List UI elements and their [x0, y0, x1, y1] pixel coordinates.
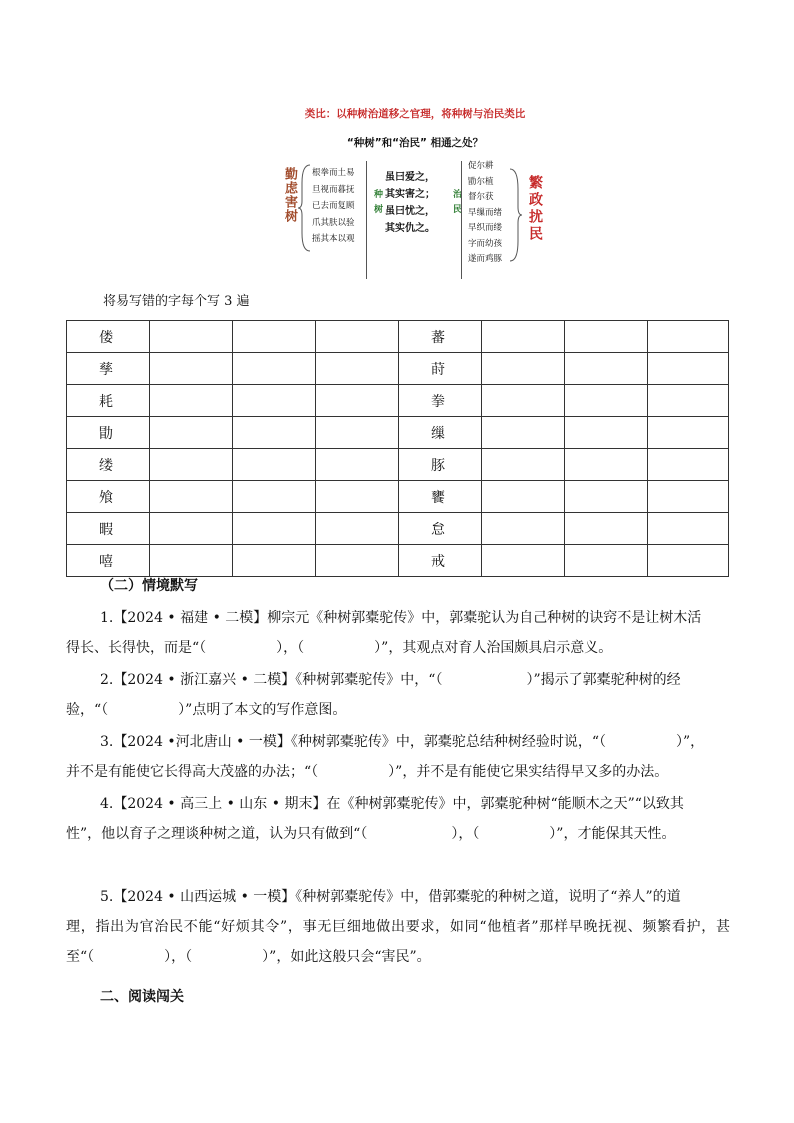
writing-cell[interactable] — [482, 545, 565, 577]
analogy-diagram — [270, 103, 560, 278]
table-row — [67, 417, 729, 449]
list-item: 勖尔植 — [468, 176, 494, 187]
writing-cell[interactable] — [150, 449, 233, 481]
writing-cell[interactable] — [648, 481, 729, 513]
writing-cell[interactable] — [150, 353, 233, 385]
writing-cell[interactable] — [565, 545, 648, 577]
writing-cell[interactable] — [648, 545, 729, 577]
writing-cell[interactable] — [150, 481, 233, 513]
right-list — [468, 159, 502, 268]
table-row — [67, 353, 729, 385]
writing-cell[interactable] — [316, 321, 399, 353]
question-line: 4.【2024 • 高三上 • 山东 • 期末】在《种树郭橐驼传》中，郭橐驼种树“能顺木之天”“以致其 — [100, 796, 684, 812]
writing-cell[interactable] — [648, 513, 729, 545]
writing-cell[interactable] — [316, 481, 399, 513]
right-label: 繁政扰民 — [527, 175, 543, 243]
character-cell: 拳 — [399, 385, 482, 417]
writing-cell[interactable] — [565, 417, 648, 449]
question-3 — [66, 727, 730, 787]
writing-cell[interactable] — [565, 321, 648, 353]
list-item: 其实害之； — [385, 189, 435, 200]
writing-cell[interactable] — [482, 321, 565, 353]
list-item: 促尔耕 — [468, 161, 494, 171]
writing-cell[interactable] — [233, 545, 316, 577]
writing-cell[interactable] — [648, 353, 729, 385]
table-row — [67, 513, 729, 545]
list-item: 早缫而绪 — [468, 207, 503, 218]
left-brace — [298, 163, 312, 253]
list-item: 爪其肤以验 — [312, 217, 355, 228]
writing-cell[interactable] — [482, 353, 565, 385]
table-row — [67, 321, 729, 353]
character-cell: 豚 — [399, 449, 482, 481]
list-item: 早织而缕 — [468, 223, 503, 233]
question-1 — [66, 603, 730, 663]
writing-cell[interactable] — [233, 513, 316, 545]
question-4 — [66, 789, 730, 849]
list-item: 字而幼孩 — [468, 238, 503, 249]
writing-cell[interactable] — [316, 385, 399, 417]
table-row — [67, 481, 729, 513]
writing-cell[interactable] — [482, 481, 565, 513]
writing-cell[interactable] — [648, 449, 729, 481]
writing-cell[interactable] — [233, 417, 316, 449]
list-item: 虽曰爱之， — [385, 172, 435, 183]
writing-cell[interactable] — [565, 353, 648, 385]
character-cell: 耗 — [67, 385, 150, 417]
writing-cell[interactable] — [648, 385, 729, 417]
writing-cell[interactable] — [150, 545, 233, 577]
writing-cell[interactable] — [233, 385, 316, 417]
character-cell: 怠 — [399, 513, 482, 545]
character-cell: 缫 — [399, 417, 482, 449]
question-line: 得长、长得快，而是“（ ），（ ）”，其观点对育人治国颇具启示意义。 — [66, 640, 613, 656]
question-2 — [66, 665, 730, 725]
writing-cell[interactable] — [482, 513, 565, 545]
question-line: 并不是有能使它长得高大茂盛的办法；“（ ）”，并不是有能使它果实结得早又多的办法。 — [66, 764, 669, 780]
writing-cell[interactable] — [565, 449, 648, 481]
character-cell: 饔 — [399, 481, 482, 513]
table-row — [67, 449, 729, 481]
writing-cell[interactable] — [482, 385, 565, 417]
left-label: 勤虑害树 — [282, 167, 297, 223]
writing-cell[interactable] — [648, 417, 729, 449]
mid-list — [385, 169, 435, 237]
character-cell: 飧 — [67, 481, 150, 513]
character-cell: 莳 — [399, 353, 482, 385]
character-cell: 嘻 — [67, 545, 150, 577]
list-item: 虽曰忧之， — [385, 206, 435, 217]
writing-cell[interactable] — [316, 449, 399, 481]
writing-cell[interactable] — [233, 321, 316, 353]
practice-caption: 将易写错的字每个写 3 遍 — [103, 294, 250, 309]
divider — [366, 161, 367, 279]
question-line: 2.【2024 • 浙江嘉兴 • 二模】《种树郭橐驼传》中，“（ ）”揭示了郭橐驼种树的经 — [100, 672, 681, 688]
list-item: 督尔获 — [468, 192, 494, 202]
question-line: 1.【2024 • 福建 • 二模】柳宗元《种树郭橐驼传》中，郭橐驼认为自己种树的诀窍不是让树木活 — [100, 610, 702, 626]
section-title: （二）情境默写 — [100, 578, 198, 594]
diagram-title: 类比：以种树治道移之官理，将种树与治民类比 — [304, 108, 526, 120]
character-cell: 暇 — [67, 513, 150, 545]
character-cell: 孳 — [67, 353, 150, 385]
writing-cell[interactable] — [316, 417, 399, 449]
writing-cell[interactable] — [150, 417, 233, 449]
question-line: 理，指出为官治民不能“好烦其令”，事无巨细地做出要求，如同“他植者”那样早晚抚视、频繁看护，甚至“（ ），（ ）”，如此这般只会“害民”。 — [66, 919, 730, 965]
list-item: 根拳而土易 — [312, 168, 355, 178]
list-item: 其实仇之。 — [385, 223, 435, 234]
question-line: 验，“（ ）”点明了本文的写作意图。 — [66, 702, 347, 718]
writing-cell[interactable] — [482, 417, 565, 449]
writing-cell[interactable] — [150, 385, 233, 417]
question-5 — [66, 882, 730, 972]
writing-cell[interactable] — [233, 481, 316, 513]
character-cell: 缕 — [67, 449, 150, 481]
question-line: 性”，他以育子之理谈种树之道，认为只有做到“（ ），（ ）”，才能保其天性。 — [66, 826, 676, 842]
writing-cell[interactable] — [316, 545, 399, 577]
table-row — [67, 385, 729, 417]
character-practice-table — [66, 320, 729, 577]
question-line: 3.【2024 •河北唐山 • 一模】《种树郭橐驼传》中，郭橐驼总结种树经验时说，“（ ）”， — [100, 734, 705, 750]
question-line: 5.【2024 • 山西运城 • 一模】《种树郭橐驼传》中，借郭橐驼的种树之道，说明了“养人”的道 — [100, 889, 681, 905]
character-cell: 蕃 — [399, 321, 482, 353]
left-list — [312, 165, 355, 248]
list-item: 摇其本以观 — [312, 234, 355, 244]
writing-cell[interactable] — [233, 353, 316, 385]
writing-cell[interactable] — [233, 449, 316, 481]
section-2-title: 二、阅读闯关 — [100, 989, 184, 1005]
list-item: 已去而复顾 — [312, 201, 355, 211]
character-cell: 戒 — [399, 545, 482, 577]
writing-cell[interactable] — [150, 513, 233, 545]
table-row — [67, 545, 729, 577]
writing-cell[interactable] — [565, 481, 648, 513]
mid-right-label: 治民 — [451, 189, 461, 219]
character-cell: 勖 — [67, 417, 150, 449]
right-brace — [508, 167, 522, 263]
writing-cell[interactable] — [565, 513, 648, 545]
writing-cell[interactable] — [150, 321, 233, 353]
writing-cell[interactable] — [316, 513, 399, 545]
character-cell: 偻 — [67, 321, 150, 353]
writing-cell[interactable] — [648, 321, 729, 353]
diagram-subtitle: “种树”和“治民” 相通之处？ — [346, 137, 484, 149]
list-item: 旦视而暮抚 — [312, 184, 355, 195]
mid-left-label: 种树 — [372, 189, 382, 219]
writing-cell[interactable] — [316, 353, 399, 385]
writing-cell[interactable] — [482, 449, 565, 481]
writing-cell[interactable] — [565, 385, 648, 417]
list-item: 遂而鸡豚 — [468, 254, 503, 264]
divider — [461, 161, 462, 279]
